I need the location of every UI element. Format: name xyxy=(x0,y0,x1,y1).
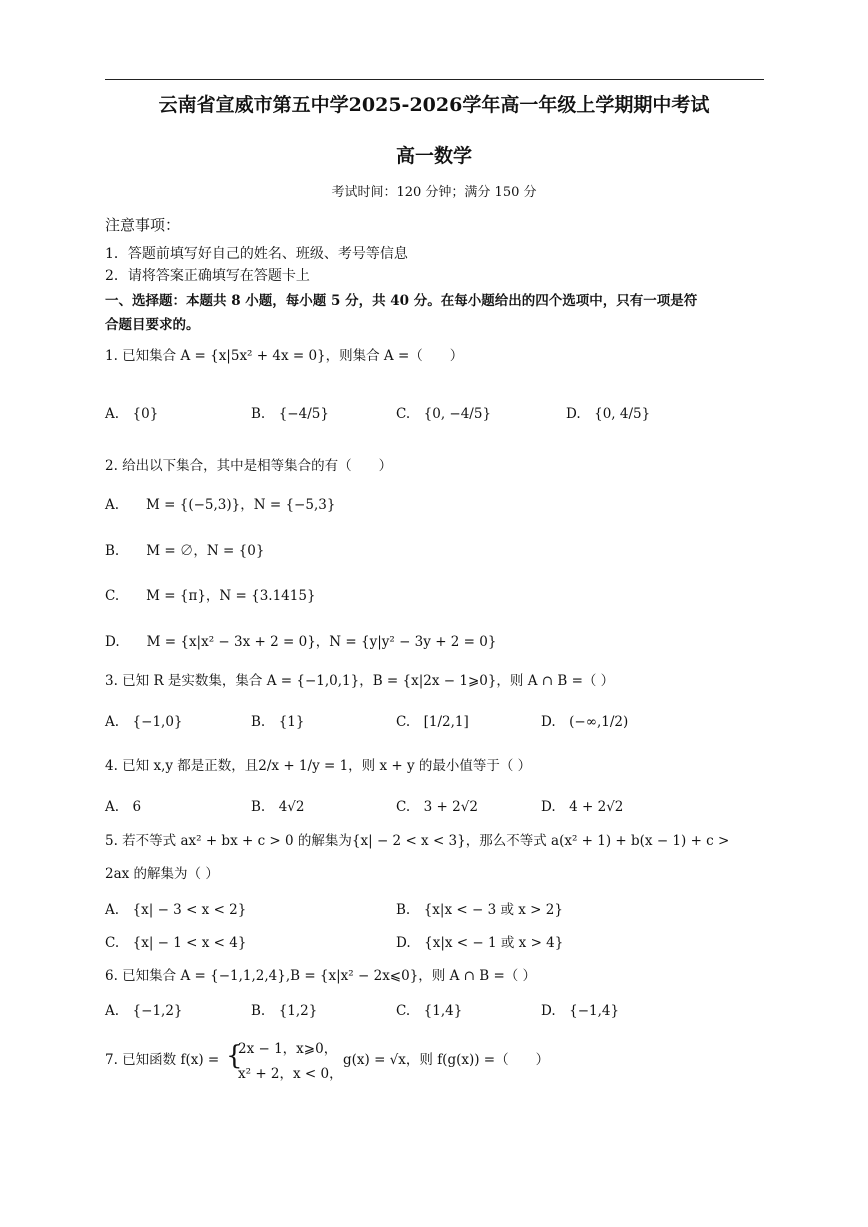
question-7-stem: 7. 已知函数 f(x) = xyxy=(105,1052,220,1068)
exam-subtitle: 高一数学 xyxy=(395,145,472,167)
question-3-option-b: B. {1} xyxy=(251,714,305,730)
question-7-piece-1: 2x − 1，x⩾0， xyxy=(238,1041,338,1057)
exam-info: 考试时间：120 分钟；满分 150 分 xyxy=(331,185,537,200)
question-4-option-a: A. 6 xyxy=(105,799,142,815)
notes-heading: 注意事项： xyxy=(105,216,181,234)
question-2-option-a: A. M = {(−5,3)}，N = {−5,3} xyxy=(105,497,336,513)
question-7-piece-2: x² + 2，x < 0， xyxy=(238,1066,343,1082)
question-3-option-d: D. (−∞,1/2) xyxy=(541,714,629,730)
question-4-stem: 4. 已知 x,y 都是正数，且2/x + 1/y = 1，则 x + y 的最小值等于（ ） xyxy=(105,758,532,774)
question-5-stem-continued: 2ax 的解集为（ ） xyxy=(105,866,219,882)
question-1-option-d: D. {0, 4/5} xyxy=(566,406,651,422)
question-4-option-c: C. 3 + 2√2 xyxy=(396,799,478,815)
question-5-option-a: A. {x| − 3 < x < 2} xyxy=(105,902,247,918)
question-2-option-d: D. M = {x|x² − 3x + 2 = 0}，N = {y|y² − 3y + 2 = 0} xyxy=(105,634,497,650)
question-6-stem: 6. 已知集合 A = {−1,1,2,4},B = {x|x² − 2x⩽0}，则 A ∩ B =（ ） xyxy=(105,968,537,984)
question-1-stem: 1. 已知集合 A = {x|5x² + 4x = 0}，则集合 A =（ ） xyxy=(105,348,464,364)
question-7-stem-tail: g(x) = √x，则 f(g(x)) =（ ） xyxy=(343,1052,550,1068)
question-1-option-b: B. {−4/5} xyxy=(251,406,329,422)
question-5-option-b: B. {x|x < − 3 或 x > 2} xyxy=(396,902,563,918)
question-3-option-c: C. [1/2,1] xyxy=(396,714,469,730)
question-5-option-c: C. {x| − 1 < x < 4} xyxy=(105,935,247,951)
question-2-option-b: B. M = ∅，N = {0} xyxy=(105,543,265,559)
header-rule xyxy=(105,79,764,80)
question-6-option-b: B. {1,2} xyxy=(251,1003,318,1019)
question-3-option-a: A. {−1,0} xyxy=(105,714,183,730)
question-3-stem: 3. 已知 R 是实数集，集合 A = {−1,0,1}，B = {x|2x − 1⩾0}，则 A ∩ B =（ ） xyxy=(105,673,615,689)
section-heading-line2: 合题目要求的。 xyxy=(105,317,200,333)
question-6-option-c: C. {1,4} xyxy=(396,1003,463,1019)
question-5-stem: 5. 若不等式 ax² + bx + c > 0 的解集为{x| − 2 < x < 3}，那么不等式 a(x² + 1) + b(x − 1) + c > xyxy=(105,833,730,849)
question-1-option-a: A. {0} xyxy=(105,406,159,422)
notes-item: 1．答题前填写好自己的姓名、班级、考号等信息 xyxy=(105,246,408,262)
question-4-option-d: D. 4 + 2√2 xyxy=(541,799,624,815)
question-4-option-b: B. 4√2 xyxy=(251,799,305,815)
exam-title: 云南省宣威市第五中学2025-2026学年高一年级上学期期中考试 xyxy=(158,94,710,116)
notes-item: 2．请将答案正确填写在答题卡上 xyxy=(105,268,310,284)
question-1-option-c: C. {0, −4/5} xyxy=(396,406,492,422)
question-5-option-d: D. {x|x < − 1 或 x > 4} xyxy=(396,935,564,951)
question-2-option-c: C. M = {π}，N = {3.1415} xyxy=(105,588,316,604)
question-6-option-a: A. {−1,2} xyxy=(105,1003,183,1019)
question-6-option-d: D. {−1,4} xyxy=(541,1003,620,1019)
question-2-stem: 2. 给出以下集合，其中是相等集合的有（ ） xyxy=(105,458,393,474)
piecewise-brace: { xyxy=(226,1041,243,1071)
section-heading-line1: 一、选择题：本题共 8 小题，每小题 5 分，共 40 分。在每小题给出的四个选项中，只有一项是符 xyxy=(105,293,698,309)
